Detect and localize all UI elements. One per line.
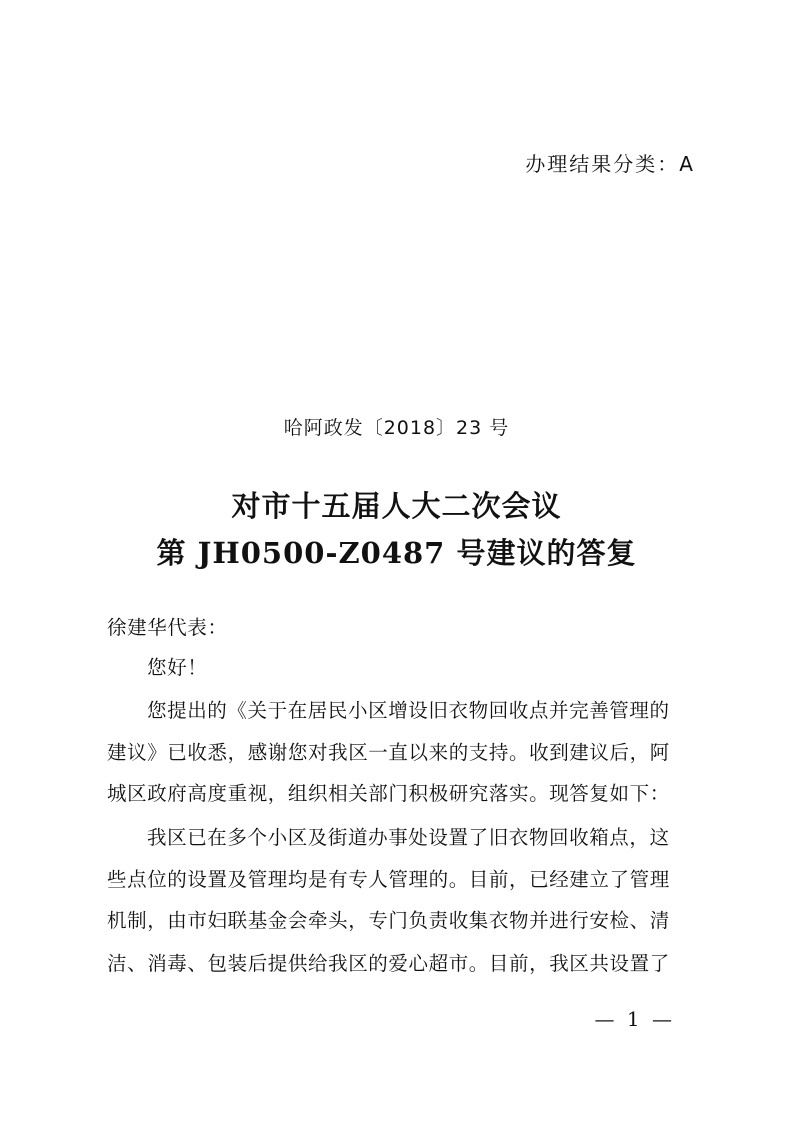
page-number: — 1 — [594, 1007, 675, 1031]
salutation: 徐建华代表： [107, 616, 228, 639]
result-classification: 办理结果分类：A [525, 152, 695, 176]
body-line: 我区已在多个小区及街道办事处设置了旧衣物回收箱点，这 [147, 826, 670, 849]
body-line: 您提出的《关于在居民小区增设旧衣物回收点并完善管理的 [147, 699, 670, 722]
document-title-line-2: 第 JH0500-Z0487 号建议的答复 [156, 536, 637, 570]
body-line: 建议》已收悉，感谢您对我区一直以来的支持。收到建议后，阿 [107, 741, 670, 764]
body-line: 洁、消毒、包装后提供给我区的爱心超市。目前，我区共设置了 [107, 952, 670, 975]
body-line: 您好！ [147, 656, 208, 679]
document-title-line-1: 对市十五届人大二次会议 [231, 489, 562, 523]
body-line: 城区政府高度重视，组织相关部门积极研究落实。现答复如下： [107, 782, 670, 805]
body-line: 些点位的设置及管理均是有专人管理的。目前，已经建立了管理 [107, 868, 670, 891]
document-number: 哈阿政发〔2018〕23 号 [283, 417, 510, 439]
body-line: 机制，由市妇联基金会牵头，专门负责收集衣物并进行安检、清 [107, 909, 670, 932]
